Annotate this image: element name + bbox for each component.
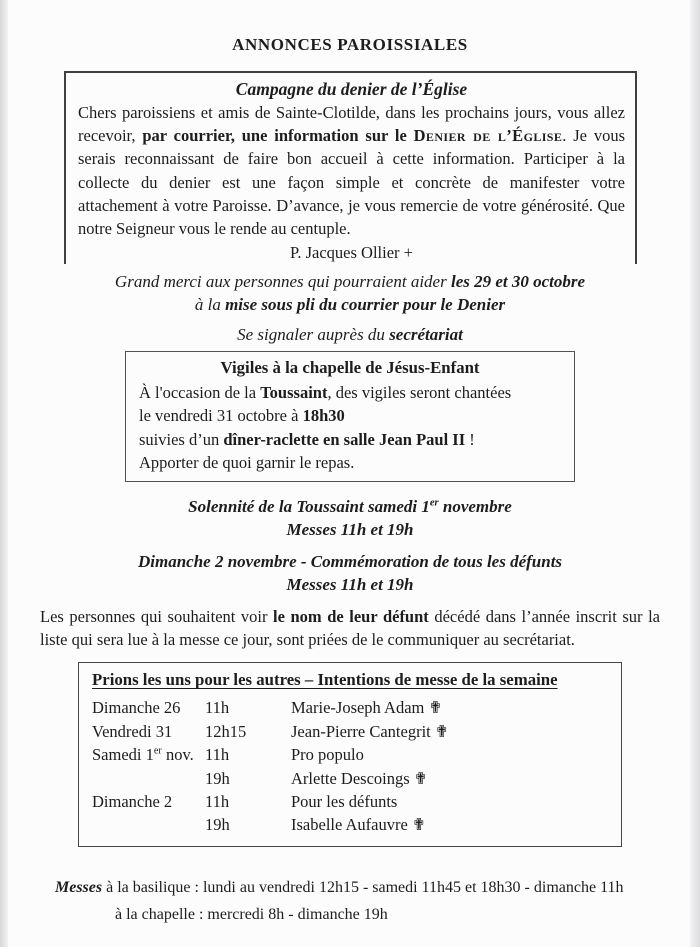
scan-edge-right [690, 0, 700, 947]
scan-edge-left [0, 0, 8, 947]
cell-name: Jean-Pierre Cantegrit ✟ [291, 721, 449, 741]
footer-bold: Messes [55, 878, 103, 896]
table-row [92, 696, 449, 719]
vigiles-l1-tail: , des vigiles seront chantées [327, 383, 512, 403]
merci-line-1 [0, 271, 700, 294]
intentions-heading: Prions les uns pour les autres – Intentions de messe de la semaine [92, 670, 558, 690]
toussaint-l1-post: novembre [438, 497, 512, 517]
denier-paragraph [78, 101, 625, 240]
merci-line2-normal: à la [194, 294, 226, 314]
cell-day: Dimanche 2 [92, 792, 173, 812]
vigiles-l2-bold: 18h30 [302, 406, 345, 426]
table-row [92, 743, 449, 766]
denier-campaign-box [64, 71, 637, 264]
merci-note [0, 271, 700, 316]
merci-line1-normal: Grand merci aux personnes qui pourraient aider [114, 272, 451, 292]
cell-time: 11h [205, 745, 230, 765]
vigiles-l3-tail: ! [465, 429, 475, 449]
cell-name: Isabelle Aufauvre ✟ [291, 815, 426, 835]
intentions-box [78, 662, 622, 846]
vigiles-body [126, 381, 574, 474]
footer-line1-text: à la basilique : lundi au vendredi 12h15 - samedi 11h45 et 18h30 - dimanche 11h [102, 878, 624, 896]
vigiles-box [125, 351, 575, 482]
footer-line-2: à la chapelle : mercredi 8h - dimanche 19h [115, 905, 388, 923]
signaler-normal: Se signaler auprès du [237, 325, 390, 345]
vigiles-l3-bold: dîner-raclette en salle Jean Paul II [223, 429, 466, 449]
defunt-normal-1: Les personnes qui souhaitent voir [40, 607, 274, 627]
cell-time: 19h [205, 768, 230, 788]
defunt-normal-2: décédé dans l’année inscrit sur la liste qui sera lue à la messe ce jour, sont priées de le communiquer au secrétariat. [40, 607, 661, 650]
cell-name: Pro populo [291, 745, 364, 765]
mass-schedule-footer [0, 874, 700, 928]
vigiles-l1-normal: À l'occasion de la [139, 383, 261, 403]
table-row [92, 813, 449, 836]
defunt-paragraph [40, 605, 660, 651]
denier-heading: Campagne du denier de l’Église [235, 79, 468, 99]
signaler-bold: secrétariat [389, 325, 463, 345]
denier-text-bold: par courrier, une information sur le [142, 126, 414, 146]
merci-line2-bold: mise sous pli du courrier pour le Denier [225, 294, 506, 314]
page-title: ANNONCES PAROISSIALES [232, 35, 468, 54]
cell-time: 19h [205, 815, 230, 835]
cell-name: Marie-Joseph Adam ✟ [291, 698, 443, 718]
cell-name: Arlette Descoings ✟ [291, 768, 428, 788]
cell-time: 11h [205, 698, 230, 718]
defunt-bold: le nom de leur défunt [273, 607, 429, 627]
cell-time: 11h [205, 792, 230, 812]
cell-day: Vendredi 31 [92, 721, 173, 741]
intentions-table [92, 696, 449, 836]
denier-signature: P. Jacques Ollier + [290, 243, 413, 263]
cell-day [92, 767, 205, 790]
vigiles-line-2 [139, 404, 574, 427]
cell-day: Samedi 1er nov. [92, 745, 194, 765]
merci-line1-bold: les 29 et 30 octobre [450, 272, 586, 292]
cell-time: 12h15 [205, 721, 247, 741]
toussaint-l1-sup: er [429, 497, 439, 509]
vigiles-l2-normal: le vendredi 31 octobre à [139, 406, 303, 426]
denier-text-smallcaps: Denier de l’Église [413, 126, 563, 146]
toussaint-line-1 [0, 495, 700, 518]
toussaint-line-2: Messes 11h et 19h [286, 520, 414, 540]
table-row [92, 720, 449, 743]
toussaint-line-3: Dimanche 2 novembre - Commémoration de tous les défunts [137, 552, 563, 572]
signaler-note [0, 325, 700, 345]
toussaint-line-4: Messes 11h et 19h [286, 575, 414, 595]
table-row [92, 767, 449, 790]
cell-day: Dimanche 26 [92, 698, 181, 718]
footer-line-1 [55, 874, 700, 901]
table-row [92, 790, 449, 813]
merci-line-2 [0, 294, 700, 317]
toussaint-l1-pre: Solennité de la Toussaint samedi 1 [188, 497, 430, 517]
denier-text-normal-2: . Je vous serais reconnaissant de faire bon accueil à cette information. Participer à la collecte du denier est une façon simple et concrète de manifester votre attachement à votre Paroisse. D’avance, je vous remercie de votre générosité. Que notre Seigneur vous le rende au centuple. [78, 126, 625, 239]
cell-day [92, 813, 205, 836]
cell-name: Pour les défunts [291, 792, 398, 812]
denier-text-normal-1: Chers paroissiens et amis de Sainte-Clotilde, dans les prochains jours, vous allez recevoir, [78, 103, 625, 146]
vigiles-line-1 [139, 381, 574, 404]
vigiles-l1-bold: Toussaint [260, 383, 328, 403]
toussaint-announcements [0, 495, 700, 596]
vigiles-heading: Vigiles à la chapelle de Jésus-Enfant [220, 358, 480, 378]
vigiles-line-3 [139, 428, 574, 451]
vigiles-line-4: Apporter de quoi garnir le repas. [139, 452, 355, 472]
vigiles-l3-normal: suivies d’un [139, 429, 224, 449]
